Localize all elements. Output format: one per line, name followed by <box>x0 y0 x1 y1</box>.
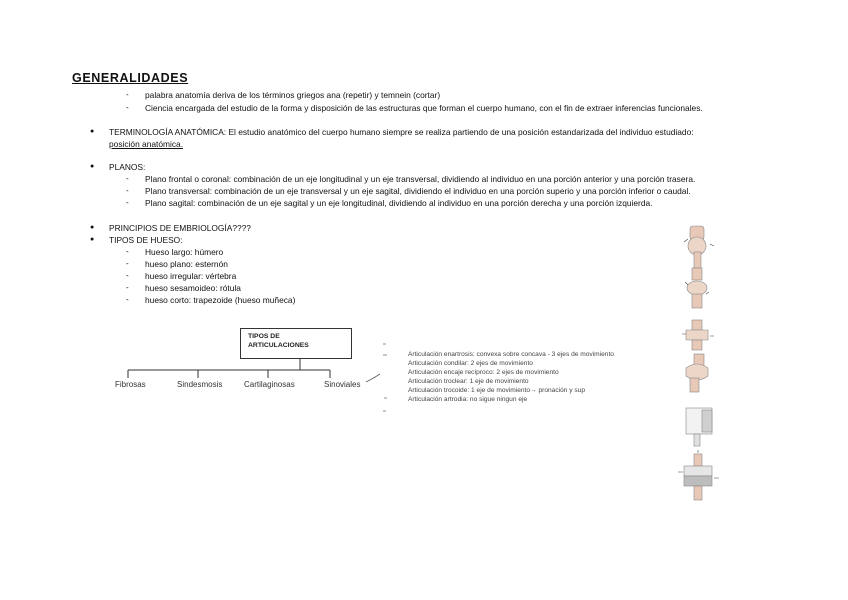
hueso-item: Hueso largo: húmero <box>145 247 224 257</box>
sinovial-item: Articulación trocoide: 1 eje de movimiento→ pronación y sup <box>408 387 586 394</box>
type-fibrosas: Fibrosas <box>115 380 146 389</box>
enartrosis-joint-image <box>684 226 714 268</box>
condilar-joint-image <box>685 268 709 308</box>
box-title-line: ARTICULACIONES <box>248 341 309 349</box>
hueso-label: TIPOS DE HUESO: <box>109 235 183 245</box>
dash-marker: - <box>126 247 129 256</box>
page-title: GENERALIDADES <box>72 71 189 85</box>
articulaciones-title <box>248 333 309 350</box>
terminologia-text: El estudio anatómico del cuerpo humano siempre se realiza partiendo de una posición estandarizada del individuo estudiado: <box>228 127 694 137</box>
type-sinoviales: Sinoviales <box>324 380 361 389</box>
dash-marker: - <box>126 259 129 268</box>
embriologia-label: PRINCIPIOS DE EMBRIOLOGÍA???? <box>109 223 251 233</box>
troclear-joint-image <box>686 354 708 392</box>
bullet-icon: ● <box>90 163 95 170</box>
planos-label: PLANOS: <box>109 162 146 172</box>
sinovial-item: Articulación enartrosis: convexa sobre concava - 3 ejes de movimiento <box>408 351 614 358</box>
plano-item: Plano frontal o coronal: combinación de un eje longitudinal y un eje transversal, dividiendo al individuo en una porción anterior y una porción trasera. <box>145 174 696 184</box>
hueso-item: hueso sesamoideo: rótula <box>145 283 241 293</box>
dash-marker: - <box>126 198 129 207</box>
dash-marker: - <box>126 186 129 195</box>
sinovial-item: Articulación condilar: 2 ejes de movimiento <box>408 360 533 367</box>
type-sindesmosis: Sindesmosis <box>177 380 223 389</box>
dash-marker: - <box>126 174 129 183</box>
dash-marker: - <box>126 283 129 292</box>
hueso-item: hueso corto: trapezoide (hueso muñeca) <box>145 295 296 305</box>
dash-marker: - <box>126 90 129 99</box>
hueso-item: hueso irregular: vértebra <box>145 271 237 281</box>
plano-item: Plano transversal: combinación de un eje transversal y un eje sagital, dividiendo el individuo en una porción superio y una porción inferior o caudal. <box>145 186 691 196</box>
sinovial-item: Articulación troclear: 1 eje de movimiento <box>408 378 529 385</box>
intro-item: palabra anatomía deriva de los términos griegos ana (repetir) y temnein (cortar) <box>145 90 441 100</box>
terminologia-underlined: posición anatómica. <box>109 139 184 149</box>
dash-marker: - <box>126 103 129 112</box>
dash-marker: - <box>126 271 129 280</box>
trocoide-joint-image <box>686 408 712 446</box>
artrodia-joint-image <box>678 450 719 500</box>
intro-item: Ciencia encargada del estudio de la forma y disposición de las estructuras que forman el cuerpo humano, con el fin de extraer inferencias funcionales. <box>145 103 703 113</box>
sinovial-item: Articulación encaje recíproco: 2 ejes de movimiento <box>408 369 559 376</box>
sinovial-item: Articulación artrodia: no sigue ningun eje <box>408 396 528 403</box>
encaje-reciproco-joint-image <box>682 320 714 350</box>
box-title-line: TIPOS DE <box>248 333 280 340</box>
terminologia-label: TERMINOLOGÍA ANATÓMICA: <box>109 127 227 137</box>
bullet-icon: ● <box>90 224 95 231</box>
terminologia-line <box>109 127 694 137</box>
hueso-item: hueso plano: esternón <box>145 259 228 269</box>
dash-marker: - <box>126 295 129 304</box>
plano-item: Plano sagital: combinación de un eje sagital y un eje longitudinal, dividiendo al individuo en una porción derecha y una porción izquierda. <box>145 198 653 208</box>
bullet-icon: ● <box>90 128 95 135</box>
bullet-icon: ● <box>90 236 95 243</box>
joint-illustrations <box>672 222 732 502</box>
type-cartilaginosas: Cartilaginosas <box>244 380 295 389</box>
